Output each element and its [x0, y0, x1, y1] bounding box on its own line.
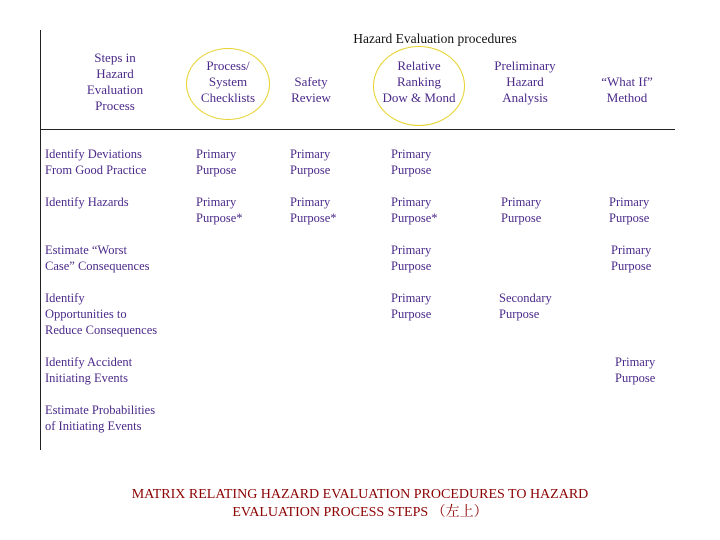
column-header-safety-review: Safety Review — [291, 74, 331, 105]
step-estimate-worst-case: Estimate “Worst Case” Consequences — [45, 243, 150, 273]
step-identify-deviations: Identify Deviations From Good Practice — [45, 147, 147, 177]
step-identify-opportunities: Identify Opportunities to Reduce Consequences — [45, 291, 158, 337]
group-title: Hazard Evaluation procedures — [353, 31, 517, 46]
cell-r1-c0: Primary Purpose* — [196, 195, 243, 225]
cell-r0-c2: Primary Purpose — [391, 147, 432, 177]
cell-r4-c4: Primary Purpose — [615, 355, 656, 385]
steps-header: Steps in Hazard Evaluation Process — [86, 50, 144, 113]
column-header-relative-ranking: Relative Ranking Dow & Mond — [382, 58, 456, 105]
cell-r0-c0: Primary Purpose — [196, 147, 237, 177]
cell-r1-c3: Primary Purpose — [501, 195, 542, 225]
caption: MATRIX RELATING HAZARD EVALUATION PROCEDURES TO HAZARD EVALUATION PROCESS STEPS （左上） — [131, 487, 589, 520]
cell-r3-c3: Secondary Purpose — [499, 291, 552, 321]
cell-r1-c1: Primary Purpose* — [290, 195, 337, 225]
header-rule — [40, 129, 675, 130]
cell-r1-c4: Primary Purpose — [609, 195, 650, 225]
column-header-preliminary-hazard: Preliminary Hazard Analysis — [494, 58, 556, 105]
cell-r2-c4: Primary Purpose — [611, 243, 652, 273]
cell-r3-c2: Primary Purpose — [391, 291, 432, 321]
step-identify-hazards: Identify Hazards — [45, 195, 129, 209]
left-rule — [40, 30, 41, 450]
cell-r2-c2: Primary Purpose — [391, 243, 432, 273]
column-header-checklists: Process/ System Checklists — [200, 58, 256, 105]
step-identify-initiating-events: Identify Accident Initiating Events — [45, 355, 133, 385]
cell-r1-c2: Primary Purpose* — [391, 195, 438, 225]
cell-r0-c1: Primary Purpose — [290, 147, 331, 177]
step-estimate-probabilities: Estimate Probabilities of Initiating Events — [45, 403, 156, 433]
column-header-what-if: “What If” Method — [601, 74, 653, 105]
